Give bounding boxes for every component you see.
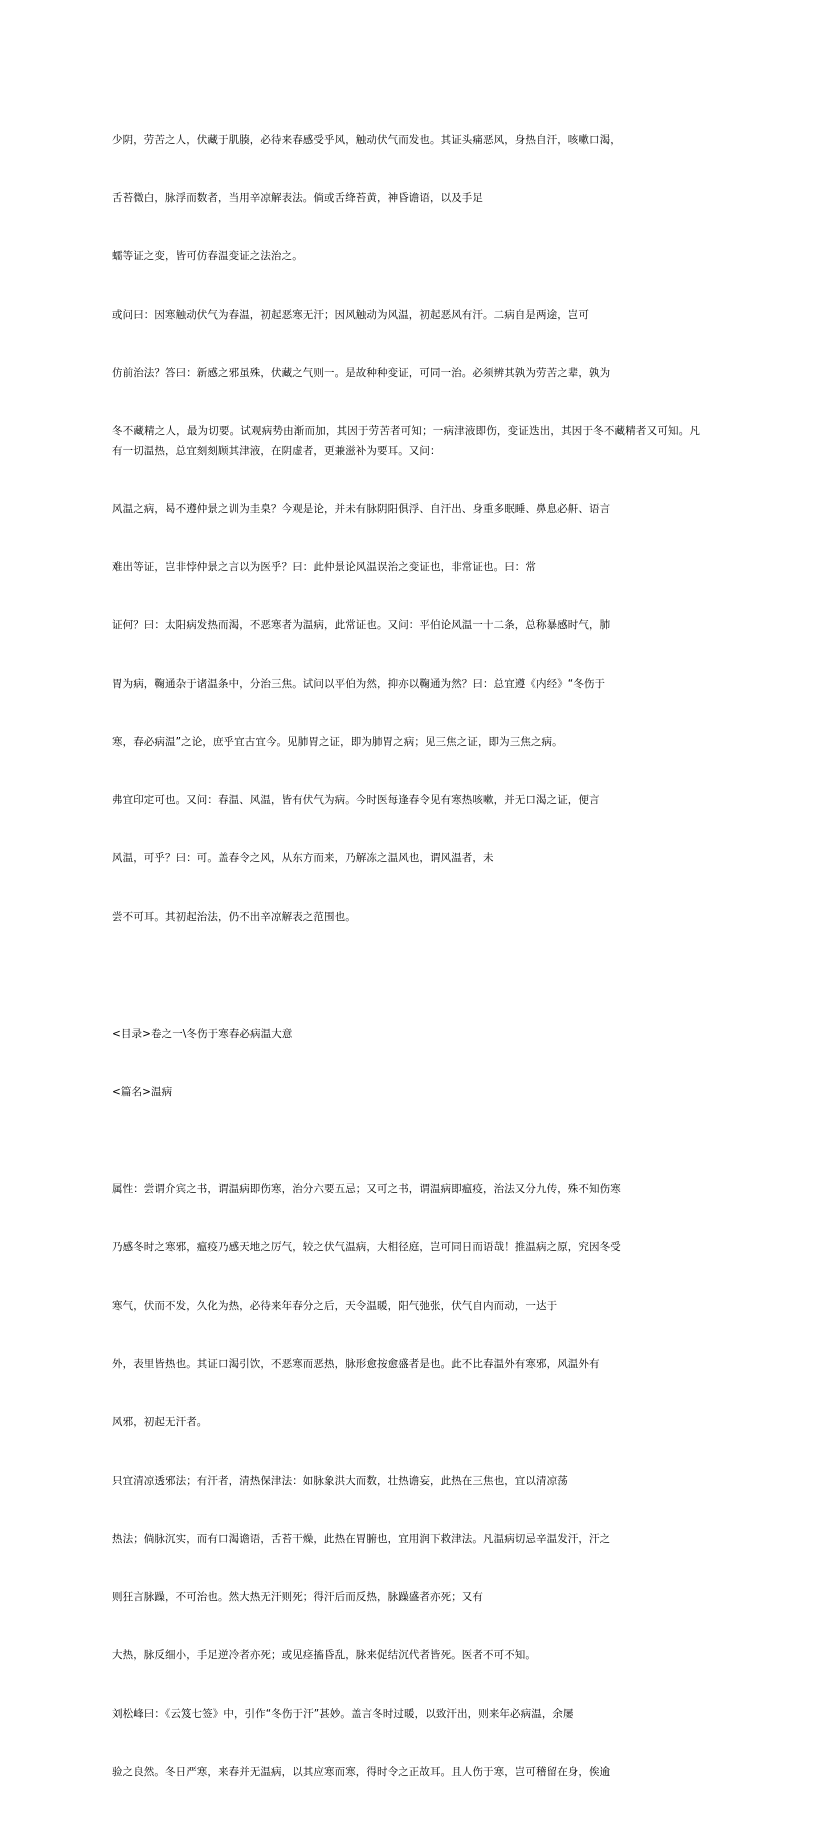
- paragraph: 风温，可乎？曰：可。盖春令之风，从东方而来，乃解冻之温风也，谓风温者，未: [112, 852, 494, 865]
- paragraph: 属性：尝谓介宾之书，谓温病即伤寒，治分六要五忌；又可之书，谓温病即瘟疫，治法又分九传，殊不知伤寒: [112, 1183, 621, 1196]
- paragraph: 大热，脉反细小，手足逆冷者亦死；或见痉搐昏乱，脉来促结沉代者皆死。医者不可不知。: [112, 1649, 536, 1662]
- catalog-heading: <目录>卷之一\冬伤于寒春必病温大意: [112, 1027, 293, 1040]
- paragraph: 证何？曰：太阳病发热而渴，不恶寒者为温病，此常证也。又问：平伯论风温一十二条，总称暴感时气，肺: [112, 619, 611, 632]
- paragraph: 寒气，伏而不发，久化为热，必待来年春分之后，天令温暖，阳气弛张，伏气自内而动，一达于: [112, 1299, 558, 1312]
- paragraph: 则狂言脉躁，不可治也。然大热无汗则死；得汗后而反热，脉躁盛者亦死；又有: [112, 1591, 483, 1604]
- paragraph: 刘松峰曰：《云笈七签》中，引作“冬伤于汗”甚妙。盖言冬时过暖，以致汗出，则来年必病温，余屡: [112, 1707, 574, 1720]
- paragraph: 蠕等证之变，皆可仿春温变证之法治之。: [112, 250, 303, 263]
- paragraph: 风温之病，曷不遵仲景之训为圭臬？今观是论，并未有脉阴阳俱浮、自汗出、身重多眠睡、鼻息必鼾、语言: [112, 502, 611, 515]
- paragraph: 尝不可耳。其初起治法，仍不出辛凉解表之范围也。: [112, 910, 356, 923]
- paragraph: 弗宜印定可也。又问：春温、风温，皆有伏气为病。今时医每逢春令见有寒热咳嗽，并无口渴之证，便言: [112, 794, 600, 807]
- body-section-main: [112, 92, 700, 966]
- paragraph: 热法；倘脉沉实，而有口渴谵语，舌苔干燥，此热在胃腑也，宜用润下救津法。凡温病切忌辛温发汗，汗之: [112, 1532, 611, 1545]
- paragraph: 难出等证，岂非悖仲景之言以为医乎？曰：此仲景论风温误治之变证也，非常证也。曰：常: [112, 561, 536, 574]
- paragraph: 寒，春必病温”之论，庶乎宜古宜今。见肺胃之证，即为肺胃之病；见三焦之证，即为三焦之病。: [112, 735, 563, 748]
- paragraph: 乃感冬时之寒邪，瘟疫乃感天地之厉气，较之伏气温病，大相径庭，岂可同日而语哉！推温病之原，究因冬受: [112, 1241, 621, 1254]
- paragraph: 舌苔微白，脉浮而数者，当用辛凉解表法。倘或舌绛苔黄，神昏谵语，以及手足: [112, 192, 483, 205]
- paragraph: 胃为病，鞠通杂于诸温条中，分治三焦。试问以平伯为然，抑亦以鞠通为然？曰：总宜遵《内经》“冬伤于: [112, 677, 606, 690]
- body-section-catalog: [112, 986, 700, 1141]
- paragraph: 验之良然。冬日严寒，来春并无温病，以其应寒而寒，得时令之正故耳。且人伤于寒，岂可稽留在身，俟逾: [112, 1765, 611, 1778]
- paragraph: 只宜清凉透邪法；有汗者，清热保津法：如脉象洪大而数，壮热谵妄，此热在三焦也，宜以清凉荡: [112, 1474, 568, 1487]
- paragraph: 冬不藏精之人，最为切要。试观病势由渐而加，其因于劳苦者可知；一病津液即伤，变证迭出，其因于冬不藏精者又可知。凡有一切温热，总宜刻刻顾其津液，在阴虚者，更兼滋补为要耳。又问：: [112, 425, 700, 457]
- paragraph: 少阴，劳苦之人，伏藏于肌腠，必待来春感受乎风，触动伏气而发也。其证头痛恶风，身热自汗，咳嗽口渴，: [112, 133, 621, 146]
- paragraph: 仿前治法？答曰：新感之邪虽殊，伏藏之气则一。是故种种变证，可同一治。必须辨其孰为劳苦之辈，孰为: [112, 366, 611, 379]
- paragraph: 或问曰：因寒触动伏气为春温，初起恶寒无汗；因风触动为风温，初起恶风有汗。二病自是两途，岂可: [112, 308, 589, 321]
- paragraph: 风邪，初起无汗者。: [112, 1416, 208, 1429]
- body-section-attribute: [112, 1141, 700, 1821]
- chapter-heading: <篇名>温病: [112, 1086, 173, 1099]
- section-spacer: [112, 966, 700, 986]
- paragraph: 外，表里皆热也。其证口渴引饮，不恶寒而恶热，脉形愈按愈盛者是也。此不比春温外有寒邪，风温外有: [112, 1358, 600, 1370]
